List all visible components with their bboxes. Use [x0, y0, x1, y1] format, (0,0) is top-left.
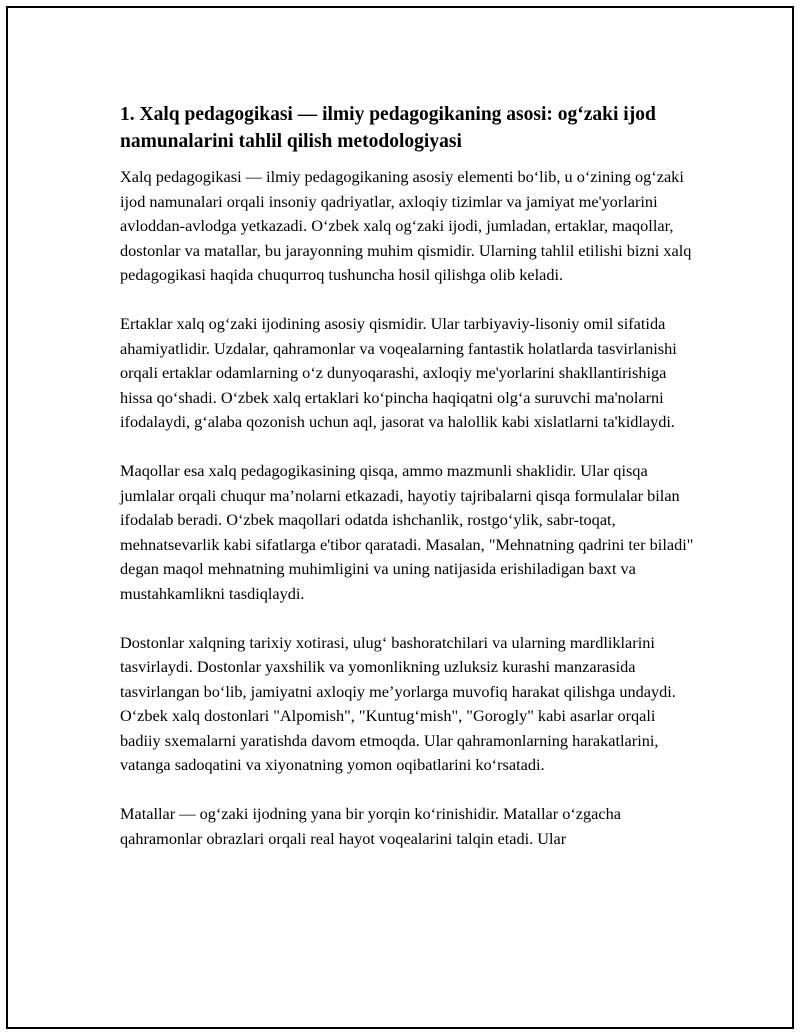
document-page — [6, 6, 794, 1029]
paragraph-maqollar: Maqollar esa xalq pedagogikasining qisqa, ammo mazmunli shaklidir. Ular qisqa jumlalar orqali chuqur ma’nolarni etkazadi, hayotiy tajribalarni qisqa formulalar bilan ifodalab beradi. O‘zbek maqollari odatda ishchanlik, rostgo‘ylik, sabr-toqat, mehnatsevarlik kabi sifatlarga e'tibor qaratadi. Masalan, "Mehnatning qadrini ter biladi" degan maqol mehnatning muhimligini va uning natijasida erishiladigan baxt va mustahkamlikni tasdiqlaydi. — [120, 461, 694, 603]
paragraph-matallar: Matallar — og‘zaki ijodning yana bir yorqin ko‘rinishidir. Matallar o‘zgacha qahramonlar obrazlari orqali real hayot voqealarini talqin etadi. Ular — [120, 804, 621, 848]
paragraph-ertaklar: Ertaklar xalq og‘zaki ijodining asosiy qismidir. Ular tarbiyaviy-lisoniy omil sifatida ahamiyatlidir. Uzdalar, qahramonlar va voqealarning fantastik holatlarda tasvirlanishi orqali ertaklar odamlarning o‘z dunyoqarashi, axloqiy me'yorlarini shakllantirishiga hissa qo‘shadi. O‘zbek xalq ertaklari ko‘pincha haqiqatni olg‘a suruvchi ma'nolarni ifodalaydi, g‘alaba qozonish uchun aql, jasorat va halollik kabi xislatlarni ta'kidlaydi. — [120, 314, 677, 431]
document-title: 1. Xalq pedagogikasi — ilmiy pedagogikaning asosi: og‘zaki ijod namunalarini tahlil qilish metodologiyasi — [120, 104, 656, 152]
paragraph-dostonlar: Dostonlar xalqning tarixiy xotirasi, ulug‘ bashoratchilari va ularning mardliklarini tasvirlaydi. Dostonlar yaxshilik va yomonlikning uzluksiz kurashi manzarasida tasvirlangan bo‘lib, jamiyatni axloqiy me’yorlarga muvofiq harakat qilishga undaydi. O‘zbek xalq dostonlari "Alpomish", "Kuntug‘mish", "Gorogly" kabi asarlar orqali badiiy sxemalarni yaratishda davom etmoqda. Ular qahramonlarning harakatlarini, vatanga sadoqatini va xiyonatning yomon oqibatlarini ko‘rsatadi. — [120, 632, 676, 774]
paragraph-intro: Xalq pedagogikasi — ilmiy pedagogikaning asosiy elementi bo‘lib, u o‘zining og‘zaki ijod namunalari orqali insoniy qadriyatlar, axloqiy tizimlar va jamiyat me'yorlarini avloddan-avlodga yetkazadi. O‘zbek xalq og‘zaki ijodi, jumladan, ertaklar, maqollar, dostonlar va matallar, bu jarayonning muhim qismidir. Ularning tahlil etilishi bizni xalq pedagogikasi haqida chuqurroq tushuncha hosil qilishga olib keladi. — [120, 167, 692, 284]
document-body — [120, 101, 695, 876]
